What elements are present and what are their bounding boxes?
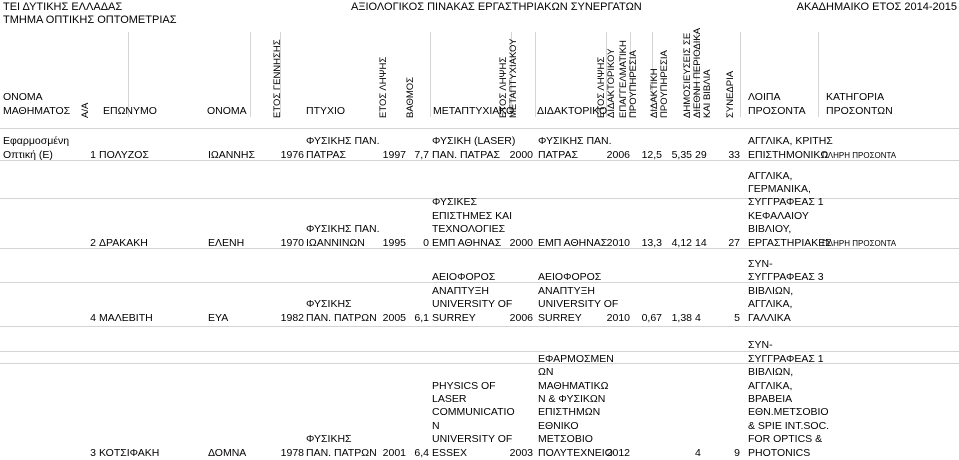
cell-other-line: ΒΡΑΒΕΙΑ bbox=[748, 393, 793, 406]
cell-birth-year bbox=[270, 312, 304, 325]
col-header-masters-year-line: ΕΤΟΣ ΛΗΨΗΣ bbox=[498, 56, 509, 118]
col-header-aa bbox=[80, 34, 94, 118]
cell-phd-line: ΑΕΙΟΦΟΡΟΣ bbox=[538, 271, 602, 284]
col-header-masters-line: ΜΕΤΑΠΤΥΧΙΑΚΟ bbox=[433, 104, 515, 117]
cell-degree-year-line: 2001 bbox=[382, 446, 406, 459]
col-header-phd-line: ΔΙΔΑΚΤΟΡΙΚΟ bbox=[537, 104, 608, 117]
cell-name-line: ΕΛΕΝΗ bbox=[208, 236, 245, 249]
cell-degree-year-line: 1995 bbox=[382, 236, 406, 249]
col-header-category bbox=[826, 91, 893, 118]
col-header-teaching-line: ΠΡΟΥΠΗΡΕΣΙΑ bbox=[659, 50, 670, 118]
cell-name-line: ΕΥΑ bbox=[208, 311, 229, 324]
cell-aa-line: 1 bbox=[90, 148, 96, 161]
cell-phd-year bbox=[600, 237, 630, 250]
cell-surname bbox=[99, 237, 204, 250]
cell-category bbox=[822, 149, 958, 162]
cell-masters bbox=[432, 379, 515, 460]
cell-teaching-line: 4,12 bbox=[671, 236, 692, 249]
cell-masters bbox=[432, 135, 516, 162]
document-header-left bbox=[3, 1, 177, 27]
cell-publications-line: 4 bbox=[695, 446, 701, 459]
cell-other-line: PHOTONICS bbox=[748, 446, 811, 459]
cell-other-line: ΑΓΓΛΙΚΑ, bbox=[748, 298, 793, 311]
cell-name-line: ΙΩΑΝΝΗΣ bbox=[208, 148, 256, 161]
cell-professional-line: 13,3 bbox=[641, 236, 662, 249]
col-header-publications bbox=[682, 27, 713, 118]
cell-publications bbox=[695, 447, 715, 460]
cell-phd-year-line: 2012 bbox=[606, 446, 630, 459]
cell-phd-line: ΦΥΣΙΚΗΣ ΠΑΝ. bbox=[538, 135, 612, 148]
cell-surname-line: ΜΑΛΕΒΙΤΗ bbox=[99, 311, 153, 324]
col-header-category-line: ΠΡΟΣΟΝΤΩΝ bbox=[826, 104, 893, 117]
evaluation-table bbox=[0, 27, 959, 459]
cell-conferences bbox=[720, 237, 740, 250]
cell-masters-year bbox=[503, 237, 533, 250]
col-header-phd-year-line: ΔΙΔΑΚΤΟΡΙΚΟΥ bbox=[606, 48, 617, 118]
cell-publications bbox=[695, 149, 715, 162]
cell-degree-year-line: 2005 bbox=[382, 311, 406, 324]
cell-masters-line: UNIVERSITY OF bbox=[432, 298, 513, 311]
col-header-other-line: ΛΟΙΠΑ bbox=[748, 91, 781, 104]
document-title: ΑΞΙΟΛΟΓΙΚΟΣ ΠΙΝΑΚΑΣ ΕΡΓΑΣΤΗΡΙΑΚΩΝ ΣΥΝΕΡΓΑΤΩΝ bbox=[351, 1, 642, 13]
cell-surname bbox=[99, 312, 204, 325]
cell-masters-year-line: 2000 bbox=[509, 236, 533, 249]
cell-birth-year-line: 1976 bbox=[280, 148, 304, 161]
col-header-other-line: ΠΡΟΣΟΝΤΑ bbox=[748, 104, 806, 117]
cell-phd-line: UNIVERSITY OF bbox=[538, 298, 619, 311]
cell-grade-line: 6,1 bbox=[414, 311, 429, 324]
col-header-surname bbox=[103, 105, 157, 118]
col-header-aa-line: Α/Α bbox=[80, 102, 91, 118]
cell-other bbox=[748, 339, 830, 460]
col-header-publications-line: ΔΗΜΟΣΙΕΥΣΕΙΣ ΣΕ bbox=[682, 32, 693, 118]
cell-other-line: ΣΥΓΓΡΑΦΕΑΣ 1 bbox=[748, 352, 824, 365]
cell-professional-line: 0,67 bbox=[641, 311, 662, 324]
cell-teaching-line: 5,35 bbox=[671, 148, 692, 161]
cell-degree-year bbox=[380, 312, 406, 325]
cell-other-line: ΓΑΛΛΙΚΑ bbox=[748, 311, 791, 324]
cell-masters-year-line: 2006 bbox=[509, 311, 533, 324]
cell-degree-year-line: 1997 bbox=[382, 148, 406, 161]
cell-other bbox=[748, 169, 832, 250]
grid-vline bbox=[818, 32, 819, 117]
col-header-phd-year-line: ΕΤΟΣ ΛΗΨΗΣ bbox=[596, 56, 607, 118]
col-header-conferences bbox=[725, 34, 739, 118]
cell-conferences-line: 5 bbox=[734, 311, 740, 324]
cell-aa-line: 4 bbox=[90, 311, 96, 324]
col-header-conferences-line: ΣΥΝΕΔΡΙΑ bbox=[725, 70, 736, 118]
cell-other-line: ΣΥΓΓΡΑΦΕΑΣ 1 bbox=[748, 196, 824, 209]
cell-category-line: ΠΛΗΡΗ ΠΡΟΣΟΝΤΑ bbox=[822, 150, 897, 160]
cell-name bbox=[208, 312, 268, 325]
cell-degree-line: ΙΩΑΝΝΙΝΩΝ bbox=[306, 236, 365, 249]
cell-other-line: ΑΓΓΛΙΚΑ, ΚΡΙΤΗΣ bbox=[748, 135, 833, 148]
cell-phd-year-line: 2006 bbox=[606, 148, 630, 161]
cell-masters-year-line: 2003 bbox=[509, 446, 533, 459]
cell-masters-line: PHYSICS OF bbox=[432, 379, 496, 392]
col-header-professional-line: ΠΡΟΥΠΗΡΕΣΙΑ bbox=[628, 50, 639, 118]
cell-grade bbox=[407, 312, 429, 325]
cell-birth-year bbox=[270, 237, 304, 250]
cell-other-line: ΣΥΝ- bbox=[748, 258, 773, 270]
col-header-masters-year bbox=[498, 34, 519, 118]
cell-grade-line: 0 bbox=[423, 236, 429, 249]
cell-other-line: ΣΥΓΓΡΑΦΕΑΣ 3 bbox=[748, 271, 824, 284]
cell-phd-line: ΠΟΛΥΤΕΧΝΕΙΟ bbox=[538, 446, 613, 459]
col-header-name bbox=[207, 105, 247, 118]
cell-masters-line: SURREY bbox=[432, 311, 476, 324]
cell-masters-line: ΤΕΧΝΟΛΟΓΙΕΣ bbox=[432, 223, 506, 236]
cell-conferences-line: 9 bbox=[734, 446, 740, 459]
cell-degree-line: ΦΥΣΙΚΗΣ ΠΑΝ. bbox=[306, 223, 380, 236]
cell-publications-line: 29 bbox=[695, 148, 707, 161]
cell-professional bbox=[632, 237, 662, 250]
cell-other-line: ΕΡΓΑΣΤΗΡΙΑΚΕΣ bbox=[748, 236, 832, 249]
cell-masters-line: ΠΑΝ. ΠΑΤΡΑΣ bbox=[432, 148, 500, 161]
cell-degree bbox=[306, 135, 378, 162]
cell-professional bbox=[632, 312, 662, 325]
cell-birth-year-line: 1970 bbox=[280, 236, 304, 249]
cell-phd-year bbox=[600, 149, 630, 162]
university-name: ΤΕΙ ΔΥΤΙΚΗΣ ΕΛΛΑΔΑΣ bbox=[3, 1, 123, 13]
cell-aa bbox=[80, 447, 96, 460]
col-header-degree-line: ΠΤΥΧΙΟ bbox=[306, 104, 346, 117]
cell-phd-year bbox=[600, 447, 630, 460]
cell-birth-year bbox=[270, 149, 304, 162]
department-name: ΤΜΗΜΑ ΟΠΤΙΚΗΣ ΟΠΤΟΜΕΤΡΙΑΣ bbox=[3, 14, 177, 26]
cell-birth-year-line: 1978 bbox=[280, 446, 304, 459]
cell-degree-year bbox=[380, 149, 406, 162]
cell-phd-year-line: 2010 bbox=[606, 311, 630, 324]
cell-aa bbox=[80, 312, 96, 325]
cell-grade bbox=[407, 447, 429, 460]
cell-phd-line: ΩΝ bbox=[538, 366, 554, 379]
cell-masters-line: ΑΝΑΠΤΥΞΗ bbox=[432, 284, 489, 297]
col-header-teaching-line: ΔΙΔΑΚΤΙΚΗ bbox=[649, 68, 660, 118]
grid-vline bbox=[740, 32, 741, 117]
col-header-grade-line: ΒΑΘΜΟΣ bbox=[405, 76, 416, 118]
cell-category bbox=[822, 237, 958, 250]
cell-phd-line: Ν & ΦΥΣΙΚΩΝ bbox=[538, 393, 606, 406]
cell-aa bbox=[80, 237, 96, 250]
cell-phd-line: ΜΕΤΣΟΒΙΟ bbox=[538, 433, 593, 446]
cell-degree bbox=[306, 298, 378, 325]
cell-name bbox=[208, 447, 268, 460]
cell-masters-line: ΦΥΣΙΚΕΣ bbox=[432, 196, 477, 209]
cell-teaching-line: 1,38 bbox=[671, 311, 692, 324]
cell-surname-line: ΚΟΤΣΙΦΑΚΗ bbox=[99, 446, 160, 459]
cell-masters-line: ΦΥΣΙΚΗ (LASER) bbox=[432, 135, 516, 148]
academic-year: ΑΚΑΔΗΜΑΙΚΟ ΕΤΟΣ 2014-2015 bbox=[796, 1, 957, 13]
grid-hline bbox=[0, 128, 959, 129]
col-header-phd-year bbox=[596, 34, 617, 118]
cell-other-line: ΑΓΓΛΙΚΑ, bbox=[748, 379, 793, 392]
cell-teaching bbox=[664, 312, 692, 325]
cell-masters-year-line: 2000 bbox=[509, 148, 533, 161]
cell-teaching bbox=[664, 237, 692, 250]
col-header-course-line: ΟΝΟΜΑ bbox=[3, 91, 43, 104]
cell-surname bbox=[99, 149, 204, 162]
cell-phd-line: SURREY bbox=[538, 311, 582, 324]
grid-hline bbox=[0, 326, 959, 327]
col-header-degree-year bbox=[378, 34, 392, 118]
cell-conferences bbox=[720, 149, 740, 162]
cell-birth-year bbox=[270, 447, 304, 460]
cell-degree-line: ΦΥΣΙΚΗΣ ΠΑΝ. bbox=[306, 135, 380, 148]
cell-phd-line: ΕΠΙΣΤΗΜΩΝ bbox=[538, 406, 601, 419]
cell-phd bbox=[538, 352, 614, 460]
col-header-other bbox=[748, 91, 806, 118]
cell-conferences bbox=[720, 312, 740, 325]
cell-degree-year bbox=[380, 237, 406, 250]
cell-masters-year bbox=[503, 149, 533, 162]
cell-masters-year bbox=[503, 312, 533, 325]
cell-grade bbox=[407, 237, 429, 250]
cell-other-line: ΓΕΡΜΑΝΙΚΑ, bbox=[748, 183, 811, 195]
cell-publications-line: 14 bbox=[695, 236, 707, 249]
cell-publications bbox=[695, 312, 715, 325]
cell-masters-line: COMMUNICATIO bbox=[432, 406, 515, 419]
cell-publications-line: 4 bbox=[695, 311, 701, 324]
cell-degree-line: ΠΑΝ. ΠΑΤΡΩΝ bbox=[306, 446, 377, 459]
cell-course-line: Οπτική (Ε) bbox=[3, 148, 53, 161]
cell-masters bbox=[432, 271, 513, 325]
cell-aa bbox=[80, 149, 96, 162]
grid-vline bbox=[250, 32, 251, 117]
col-header-publications-line: ΚΑΙ ΒΙΒΛΙΑ bbox=[702, 69, 713, 118]
cell-surname-line: ΔΡΑΚΑΚΗ bbox=[99, 236, 148, 249]
cell-phd-line: ΠΑΤΡΑΣ bbox=[538, 148, 578, 161]
cell-other-line: & SPIE INT.SOC. bbox=[748, 419, 830, 432]
cell-category-line: ΠΛΗΡΗ ΠΡΟΣΟΝΤΑ bbox=[822, 238, 897, 248]
cell-conferences-line: 33 bbox=[728, 148, 740, 161]
col-header-grade bbox=[405, 34, 419, 118]
cell-professional bbox=[632, 149, 662, 162]
cell-name bbox=[208, 149, 268, 162]
cell-conferences-line: 27 bbox=[728, 236, 740, 249]
cell-surname-line: ΠΟΛΥΖΟΣ bbox=[99, 148, 149, 161]
cell-phd-line: ΕΦΑΡΜΟΣΜΕΝ bbox=[538, 352, 614, 365]
cell-other bbox=[748, 258, 826, 325]
cell-aa-line: 2 bbox=[90, 236, 96, 249]
cell-aa-line: 3 bbox=[90, 446, 96, 459]
cell-surname bbox=[99, 447, 204, 460]
cell-masters-line: ΕΠΙΣΤΗΜΕΣ ΚΑΙ bbox=[432, 209, 513, 222]
cell-degree-line: ΠΑΤΡΑΣ bbox=[306, 148, 346, 161]
cell-other-line: ΒΙΒΛΙΟΥ, bbox=[748, 223, 792, 236]
cell-professional-line: 12,5 bbox=[641, 148, 662, 161]
cell-phd-year bbox=[600, 312, 630, 325]
cell-publications bbox=[695, 237, 715, 250]
col-header-course bbox=[3, 91, 70, 118]
cell-degree-line: ΦΥΣΙΚΗΣ bbox=[306, 298, 352, 311]
cell-other-line: ΕΘΝ.ΜΕΤΣΟΒΙΟ bbox=[748, 406, 829, 419]
cell-masters-line: N bbox=[432, 419, 440, 432]
col-header-birth-year-line: ΕΤΟΣ ΓΕΝΝΗΣΗΣ bbox=[272, 39, 283, 118]
cell-name-line: ΔΟΜΝΑ bbox=[208, 446, 247, 459]
cell-other-line: ΕΠΙΣΤΗΜΟΝΙΚΩ bbox=[748, 148, 829, 161]
cell-grade-line: 6,4 bbox=[414, 446, 429, 459]
cell-masters-line: ΑΕΙΟΦΟΡΟΣ bbox=[432, 271, 496, 284]
cell-other-line: FOR OPTICS & bbox=[748, 433, 823, 446]
cell-conferences bbox=[720, 447, 740, 460]
col-header-professional bbox=[618, 34, 639, 118]
cell-masters-line: ESSEX bbox=[432, 446, 468, 459]
cell-masters-line: UNIVERSITY OF bbox=[432, 433, 513, 446]
cell-phd-line: ΑΝΑΠΤΥΞΗ bbox=[538, 284, 595, 297]
col-header-birth-year bbox=[272, 34, 286, 118]
cell-other bbox=[748, 135, 833, 162]
cell-phd-year-line: 2010 bbox=[606, 236, 630, 249]
cell-name bbox=[208, 237, 268, 250]
grid-vline bbox=[535, 32, 536, 117]
col-header-degree bbox=[306, 105, 345, 118]
grid-vline bbox=[430, 32, 431, 117]
cell-degree bbox=[306, 433, 378, 460]
cell-degree bbox=[306, 223, 378, 250]
cell-other-line: ΚΕΦΑΛΑΙΟΥ bbox=[748, 209, 809, 222]
col-header-publications-line: ΔΙΕΘΝΗ ΠΕΡΙΟΔΙΚΑ bbox=[692, 27, 703, 118]
col-header-category-line: ΚΑΤΗΓΟΡΙΑ bbox=[826, 91, 885, 104]
cell-grade-line: 7,7 bbox=[414, 148, 429, 161]
cell-degree-line: ΦΥΣΙΚΗΣ bbox=[306, 433, 352, 446]
cell-masters-line: ΕΜΠ ΑΘΗΝΑΣ bbox=[432, 236, 502, 249]
cell-birth-year-line: 1982 bbox=[280, 311, 304, 324]
cell-other-line: ΣΥΝ- bbox=[748, 339, 773, 352]
col-header-teaching bbox=[649, 34, 670, 118]
col-header-name-line: ΟΝΟΜΑ bbox=[207, 104, 247, 117]
cell-masters-year bbox=[503, 447, 533, 460]
cell-course-line: Εφαρμοσμένη bbox=[3, 135, 70, 148]
col-header-masters-year-line: ΜΕΤΑΠΤΥΧΙΑΚΟΥ bbox=[508, 38, 519, 118]
col-header-course-line: ΜΑΘΗΜΑΤΟΣ bbox=[3, 104, 71, 117]
cell-masters-line: LASER bbox=[432, 393, 467, 405]
cell-other-line: ΒΙΒΛΙΩΝ, bbox=[748, 284, 794, 297]
cell-degree-year bbox=[380, 447, 406, 460]
cell-phd bbox=[538, 135, 612, 162]
cell-degree-line: ΠΑΝ. ΠΑΤΡΩΝ bbox=[306, 311, 377, 324]
cell-teaching bbox=[664, 149, 692, 162]
cell-other-line: ΑΓΓΛΙΚΑ, bbox=[748, 169, 793, 182]
cell-grade bbox=[407, 149, 429, 162]
cell-phd-line: ΕΜΠ ΑΘΗΝΑΣ bbox=[538, 236, 608, 249]
cell-phd-line: ΜΑΘΗΜΑΤΙΚΩ bbox=[538, 379, 609, 392]
col-header-professional-line: ΕΠΑΓΓΕΛΜΑΤΙΚΗ bbox=[618, 40, 629, 118]
cell-other-line: ΒΙΒΛΙΩΝ, bbox=[748, 366, 794, 379]
col-header-degree-year-line: ΕΤΟΣ ΛΗΨΗΣ bbox=[378, 56, 389, 118]
cell-phd-line: ΕΘΝΙΚΟ bbox=[538, 419, 579, 432]
col-header-surname-line: ΕΠΩΝΥΜΟ bbox=[103, 104, 157, 117]
cell-phd bbox=[538, 237, 608, 250]
cell-masters bbox=[432, 196, 513, 250]
